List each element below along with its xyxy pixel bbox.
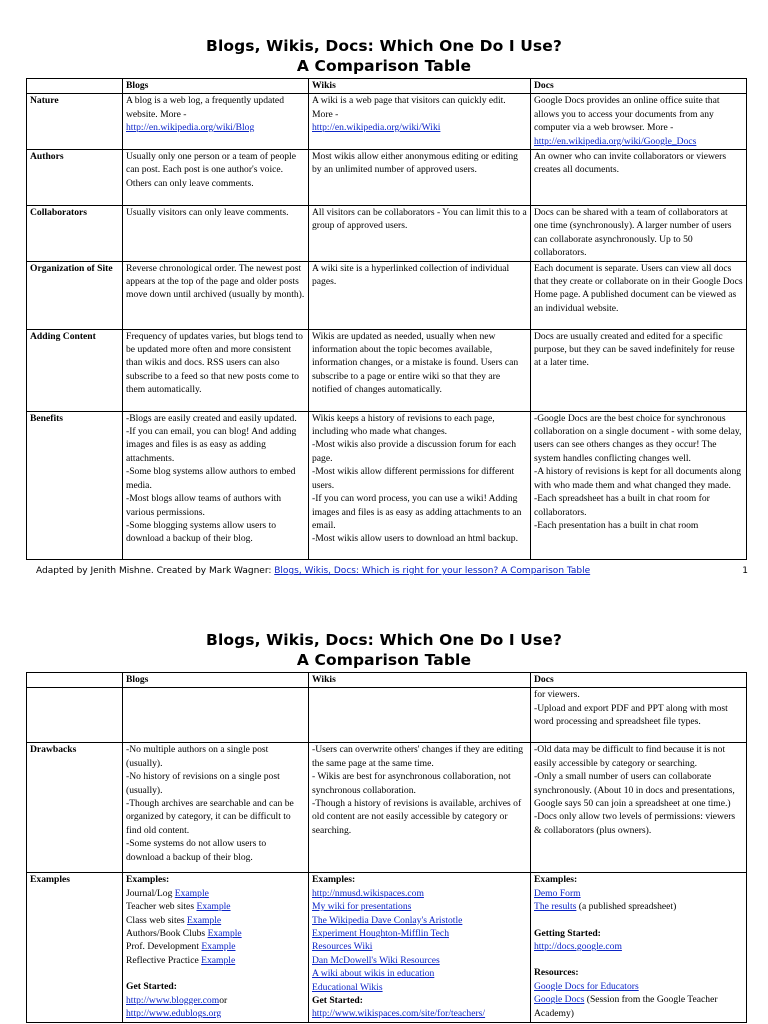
blogs-text: -Some blogging systems allow users to download a backup of their blog. — [126, 519, 277, 545]
wikis-cell-authors — [309, 150, 531, 206]
google-docs-session-link[interactable]: Google Docs — [534, 994, 585, 1006]
title-line-2-p2: A Comparison Table — [296, 651, 472, 669]
blogs-cell-adding-content — [123, 329, 309, 411]
docs-text: Google Docs provides an online office suite that allows you to access your documents from any computer via a web browser. More - — [534, 95, 720, 134]
wikis-text: Wikis are updated as needed, usually when new information about the topic becomes available, information changes, or a mistake is found. Users can subscribe to a page or entire wiki so that they are notified of changes automatically. — [312, 330, 519, 396]
wikis-wikipedia-link[interactable]: http://en.wikipedia.org/wiki/Wiki — [312, 122, 441, 134]
wiki-example-link[interactable]: A wiki about wikis in education — [312, 968, 435, 980]
blogs-cell-continued — [123, 688, 309, 743]
docs-cell-benefits — [531, 411, 747, 559]
wikispaces-teachers-link[interactable]: http://www.wikispaces.com/site/for/teachers/ — [312, 1008, 486, 1020]
page-1-title — [0, 36, 768, 76]
wiki-example-link[interactable]: Experiment Houghton-Mifflin Tech — [312, 928, 449, 940]
blogs-wikipedia-link[interactable]: http://en.wikipedia.org/wiki/Blog — [126, 122, 255, 134]
blogs-get-started-head: Get Started: — [126, 981, 177, 993]
wikis-text: -Most wikis also provide a discussion forum for each page. — [312, 439, 517, 464]
docs-text: -Each presentation has a built in chat room — [534, 519, 699, 531]
wiki-example-link[interactable]: Dan McDowell's Wiki Resources — [312, 954, 440, 966]
blogs-cell-organization-of-site — [123, 261, 309, 329]
table-row-benefits — [27, 411, 747, 559]
header-empty-p2 — [27, 673, 123, 688]
wikis-cell-benefits — [309, 411, 531, 559]
row-label-nature: Nature — [27, 94, 123, 150]
docs-cell-continued — [531, 688, 747, 743]
examples-wikis-head: Examples: — [312, 874, 356, 886]
examples-docs-head: Examples: — [534, 874, 578, 886]
blogs-text: Frequency of updates varies, but blogs tend to be updated more often and more consistent than wikis and docs. RSS users can also subscribe to a feed so that new posts come to them automatically. — [126, 330, 303, 396]
docs-text: -Only a small number of users can collaborate synchronously. (About 10 in docs and presentations, Google says 50 can join a spreadsheet at one time.) — [534, 771, 735, 810]
title-line-1: Blogs, Wikis, Docs: Which One Do I Use? — [206, 37, 562, 55]
google-docs-link[interactable]: http://docs.google.com — [534, 941, 622, 953]
row-label-organization-of-site: Organization of Site — [27, 261, 123, 329]
wikis-text: A wiki is a web page that visitors can quickly edit. More - — [312, 95, 506, 120]
docs-text: -Upload and export PDF and PPT along with most word processing and spreadsheet file types. — [534, 702, 728, 728]
wikis-text: -Most wikis allow users to download an html backup. — [312, 533, 518, 545]
wiki-example-link[interactable]: The Wikipedia Dave Conlay's Aristotle — [312, 914, 463, 926]
blog-example-item — [126, 940, 305, 953]
table-row-examples — [27, 873, 747, 1022]
blog-example-link[interactable]: Example — [201, 941, 236, 953]
table-row-collaborators — [27, 206, 747, 262]
blogs-cell-collaborators — [123, 206, 309, 262]
docs-for-educators-link[interactable]: Google Docs for Educators — [534, 980, 639, 992]
wikis-cell-adding-content — [309, 329, 531, 411]
wikis-text: - Wikis are best for asynchronous collaboration, not synchronous collaboration. — [312, 771, 511, 796]
blogs-cell-nature — [123, 94, 309, 150]
blog-example-item — [126, 954, 305, 967]
blogs-cell-authors — [123, 150, 309, 206]
blog-example-link[interactable]: Example — [187, 914, 222, 926]
blog-example-item — [126, 914, 305, 927]
table-row-nature — [27, 94, 747, 150]
results-link[interactable]: The results — [534, 901, 577, 913]
examples-blogs-head: Examples: — [126, 874, 170, 886]
docs-cell-nature — [531, 94, 747, 150]
footer-credit: Adapted by Jenith Mishne. Created by Mark Wagner: — [36, 566, 275, 576]
wiki-example-link[interactable]: Educational Wikis — [312, 981, 383, 993]
table-row-continued — [27, 688, 747, 743]
wiki-example-link[interactable]: Resources Wiki — [312, 941, 373, 953]
wiki-example-link[interactable]: My wiki for presentations — [312, 901, 412, 913]
table-header-row — [27, 79, 747, 94]
row-label-continued — [27, 688, 123, 743]
blogs-text: Reverse chronological order. The newest post appears at the top of the page and older posts move down until archived (usually by month). — [126, 262, 305, 301]
docs-wikipedia-link[interactable]: http://en.wikipedia.org/wiki/Google_Docs — [534, 135, 697, 147]
docs-text: -Each spreadsheet has a built in chat room for collaborators. — [534, 493, 710, 518]
blogs-text: -If you can email, you can blog! And adding images and files is as easy as adding attachments. — [126, 426, 297, 464]
demo-form-link[interactable]: Demo Form — [534, 887, 581, 899]
session-note: (Session from the Google Teacher Academy) — [534, 994, 718, 1019]
page-footer — [36, 565, 748, 577]
blog-example-type: Teacher web sites — [126, 901, 197, 913]
blog-example-type: Reflective Practice — [126, 954, 202, 966]
blogger-link[interactable]: http://www.blogger.com — [126, 994, 220, 1006]
wikis-text: -If you can word process, you can use a wiki! Adding images and files is as easy as adding attachments to an email. — [312, 493, 522, 531]
docs-resources-head: Resources: — [534, 967, 579, 979]
docs-text: -Docs only allow two levels of permissions: viewers & collaborators (plus owners). — [534, 811, 736, 836]
examples-docs-cell — [531, 873, 747, 1022]
blog-example-link[interactable]: Example — [196, 901, 231, 913]
or-text: or — [219, 994, 228, 1006]
blogs-text: -No history of revisions on a single post (usually). — [126, 771, 280, 796]
header-blogs-p2: Blogs — [123, 673, 309, 688]
blogs-cell-drawbacks — [123, 743, 309, 873]
docs-text: An owner who can invite collaborators or viewers creates all documents. — [534, 151, 727, 176]
docs-text: Docs are usually created and edited for a specific purpose, but they can be saved indefinitely for reuse at a later time. — [534, 330, 735, 369]
edublogs-link[interactable]: http://www.edublogs.org — [126, 1008, 222, 1020]
row-label-examples: Examples — [27, 873, 123, 1022]
docs-text: for viewers. — [534, 689, 580, 701]
blog-example-type: Prof. Development — [126, 941, 202, 953]
header-wikis: Wikis — [309, 79, 531, 94]
blog-example-type: Class web sites — [126, 914, 188, 926]
document-page-2 — [0, 612, 768, 1024]
row-label-benefits: Benefits — [27, 411, 123, 559]
page-gap — [0, 588, 768, 612]
wikis-text: Wikis keeps a history of revisions to each page, including who made what changes. — [312, 412, 495, 438]
wikis-cell-drawbacks — [309, 743, 531, 873]
header-empty — [27, 79, 123, 94]
blog-example-type: Journal/Log — [126, 887, 175, 899]
header-wikis-p2: Wikis — [309, 673, 531, 688]
wikis-text: Most wikis allow either anonymous editing or editing by an unlimited number of approved users. — [312, 151, 518, 176]
blog-example-link[interactable]: Example — [207, 928, 242, 940]
wiki-example-link[interactable]: http://nmusd.wikispaces.com — [312, 887, 424, 899]
blogs-text: Usually visitors can only leave comments. — [126, 207, 289, 219]
header-docs-p2: Docs — [531, 673, 747, 688]
docs-getting-started-head: Getting Started: — [534, 927, 601, 939]
table-row-organization-of-site — [27, 261, 747, 329]
blog-example-item — [126, 927, 305, 940]
blogs-text: -Most blogs allow teams of authors with various permissions. — [126, 493, 282, 518]
row-label-collaborators: Collaborators — [27, 206, 123, 262]
row-label-drawbacks: Drawbacks — [27, 743, 123, 873]
wikis-text: -Users can overwrite others' changes if they are editing the same page at the same time. — [312, 744, 524, 769]
docs-cell-adding-content — [531, 329, 747, 411]
blog-example-link[interactable]: Example — [201, 954, 236, 966]
docs-cell-organization-of-site — [531, 261, 747, 329]
docs-cell-drawbacks — [531, 743, 747, 873]
table-header-row-p2 — [27, 673, 747, 688]
blogs-text: Usually only one person or a team of people can post. Each post is one author's voice. Others can only leave comments. — [126, 151, 296, 189]
wikis-get-started-head: Get Started: — [312, 995, 363, 1007]
blog-example-item — [126, 887, 305, 900]
comparison-table-page-1 — [26, 78, 747, 560]
blogs-cell-benefits — [123, 411, 309, 559]
table-row-drawbacks — [27, 743, 747, 873]
blogs-text: -Blogs are easily created and easily updated. — [126, 412, 297, 424]
row-label-adding-content: Adding Content — [27, 329, 123, 411]
blogs-text: A blog is a web log, a frequently updated website. More - — [126, 95, 284, 120]
wikis-text: -Most wikis allow different permissions for different users. — [312, 466, 515, 491]
title-line-1-p2: Blogs, Wikis, Docs: Which One Do I Use? — [206, 631, 562, 649]
page-2-title — [0, 630, 768, 670]
docs-text: -Old data may be difficult to find because it is not easily accessible by category or searching. — [534, 744, 726, 769]
examples-blogs-cell — [123, 873, 309, 1022]
row-label-authors: Authors — [27, 150, 123, 206]
docs-cell-collaborators — [531, 206, 747, 262]
docs-text: -Google Docs are the best choice for synchronous collaboration on a single document - with some delay, users can see others changes as they occur! The system handles conflicting changes well. — [534, 412, 742, 464]
docs-text: -A history of revisions is kept for all documents along with who made them and what changed they made. — [534, 466, 742, 491]
wikis-text: A wiki site is a hyperlinked collection of individual pages. — [312, 262, 510, 288]
docs-cell-authors — [531, 150, 747, 206]
docs-text: Each document is separate. Users can view all docs that they create or collaborate on in their Google Docs Home page. A published document can be viewed as an individual website. — [534, 262, 743, 314]
results-note: (a published spreadsheet) — [576, 901, 677, 913]
wikis-cell-organization-of-site — [309, 261, 531, 329]
blogs-text: -Some blog systems allow authors to embed media. — [126, 466, 296, 491]
blog-example-link[interactable]: Example — [174, 887, 209, 899]
wikis-cell-collaborators — [309, 206, 531, 262]
blogs-text: -Though archives are searchable and can be organized by category, it can be difficult to find old content. — [126, 798, 294, 836]
examples-wikis-cell — [309, 873, 531, 1022]
table-row-adding-content — [27, 329, 747, 411]
header-blogs: Blogs — [123, 79, 309, 94]
comparison-table-page-2 — [26, 672, 747, 1023]
title-line-2: A Comparison Table — [296, 57, 472, 75]
wikis-cell-continued — [309, 688, 531, 743]
footer-source-link[interactable]: Blogs, Wikis, Docs: Which is right for your lesson? A Comparison Table — [274, 566, 591, 576]
blog-example-item — [126, 900, 305, 913]
header-docs: Docs — [531, 79, 747, 94]
blog-example-type: Authors/Book Clubs — [126, 928, 208, 940]
wikis-cell-nature — [309, 94, 531, 150]
wikis-text: -Though a history of revisions is available, archives of old content are not easily accessible by category or searching. — [312, 798, 522, 836]
blogs-text: -Some systems do not allow users to download a backup of their blog. — [126, 838, 267, 863]
page-number: 1 — [742, 566, 748, 576]
table-row-authors — [27, 150, 747, 206]
blogs-text: -No multiple authors on a single post (usually). — [126, 744, 269, 769]
wikis-text: All visitors can be collaborators - You can limit this to a group of approved users. — [312, 207, 527, 232]
docs-text: Docs can be shared with a team of collaborators at one time (synchronously). A larger number of users can collaborate asynchronously. Up to 50 collaborators. — [534, 207, 732, 259]
